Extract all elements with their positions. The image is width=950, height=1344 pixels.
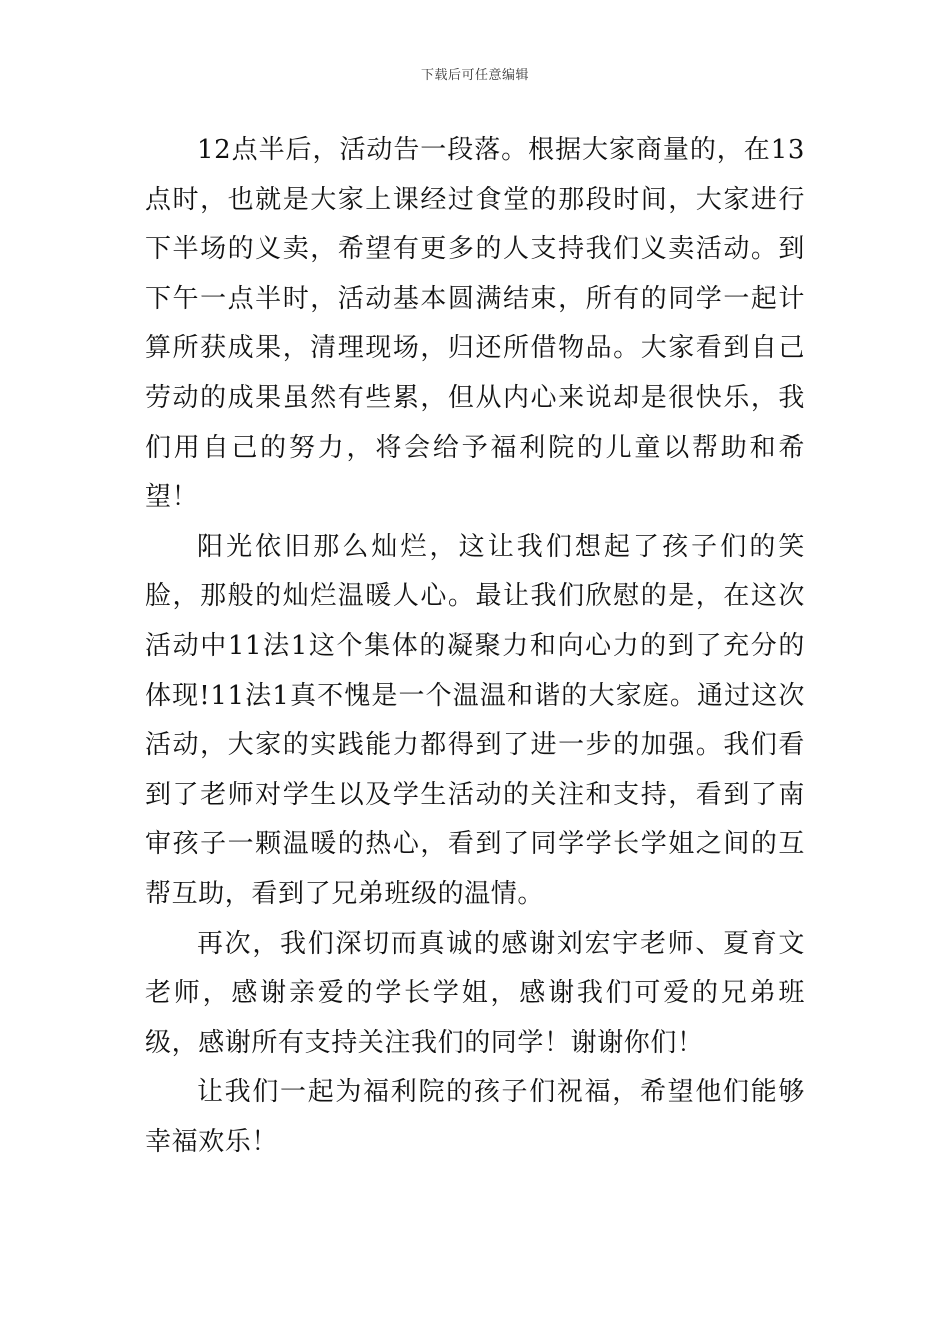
paragraph-3: 再次，我们深切而真诚的感谢刘宏宇老师、夏育文老师，感谢亲爱的学长学姐，感谢我们可爱的兄弟班级，感谢所有支持关注我们的同学！谢谢你们！ [145,928,805,1058]
document-body [145,126,805,1167]
paragraph-1: 12点半后，活动告一段落。根据大家商量的，在13点时，也就是大家上课经过食堂的那段时间，大家进行下半场的义卖，希望有更多的人支持我们义卖活动。到下午一点半时，活动基本圆满结束，所有的同学一起计算所获成果，清理现场，归还所借物品。大家看到自己劳动的成果虽然有些累，但从内心来说却是很快乐，我们用自己的努力，将会给予福利院的儿童以帮助和希望！ [145,135,805,513]
page-header-note: 下载后可任意编辑 [420,68,529,83]
paragraph-2: 阳光依旧那么灿烂，这让我们想起了孩子们的笑脸，那般的灿烂温暖人心。最让我们欣慰的是，在这次活动中11法1这个集体的凝聚力和向心力的到了充分的体现!11法1真不愧是一个温温和谐的大家庭。通过这次活动，大家的实践能力都得到了进一步的加强。我们看到了老师对学生以及学生活动的关注和支持，看到了南审孩子一颗温暖的热心，看到了同学学长学姐之间的互帮互助，看到了兄弟班级的温情。 [145,531,805,909]
paragraph-4: 让我们一起为福利院的孩子们祝福，希望他们能够幸福欢乐！ [145,1077,805,1157]
